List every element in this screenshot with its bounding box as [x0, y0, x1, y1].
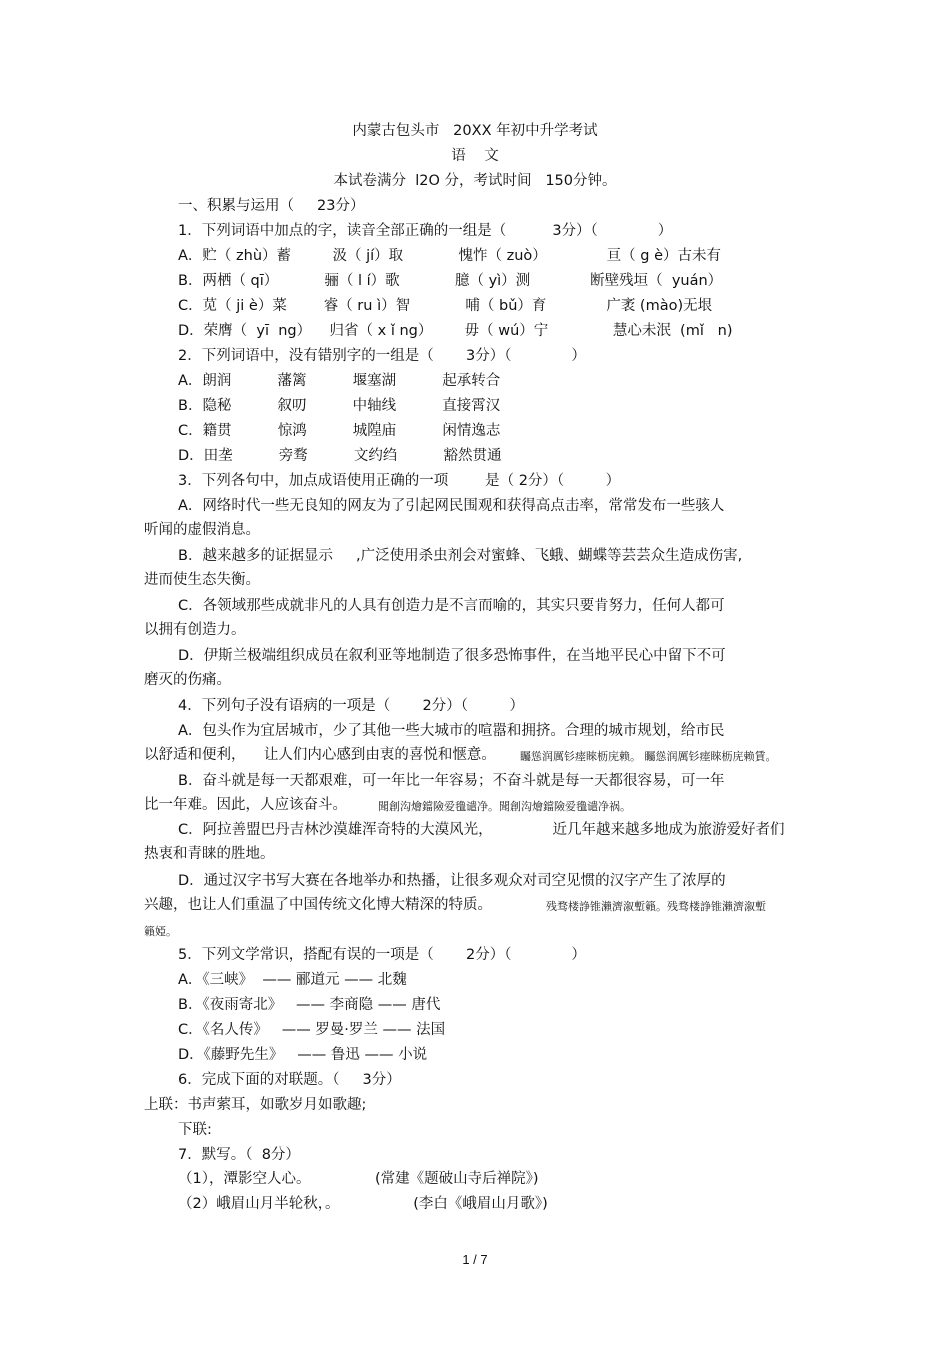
exam-note: 本试卷满分 l2O 分，考试时间 150分钟。: [333, 173, 617, 189]
question-5-option-b: B．《夜雨寄北》 —— 李商隐 —— 唐代: [178, 997, 441, 1013]
section-heading: 一、积累与运用（ 23分）: [178, 198, 365, 214]
question-3-option-d-cont: 磨灭的伤痛。: [144, 672, 231, 688]
question-3-option-b: B．越来越多的证据显示 ,广泛使用杀虫剂会对蜜蜂、飞蛾、蝴蝶等芸芸众生造成伤害,: [178, 548, 743, 564]
question-3-option-a: A．网络时代一些无良知的网友为了引起网民围观和获得高点击率，常常发布一些骇人: [178, 498, 725, 514]
question-5-option-a: A．《三峡》 —— 郦道元 —— 北魏: [178, 972, 407, 988]
question-7-line-1: （1），潭影空人心。 (常建《题破山寺后禅院》): [178, 1171, 539, 1187]
couplet-lower: 下联:: [178, 1122, 212, 1138]
question-3-option-a-cont: 听闻的虚假消息。: [144, 522, 260, 538]
question-2-option-d: D．田垄 旁骛 文约绉 豁然贯通: [178, 448, 502, 464]
question-4-option-d-cont: 兴趣，也让人们重温了中国传统文化博大精深的特质。: [144, 897, 492, 913]
question-5-stem: 5．下列文学常识，搭配有误的一项是（ 2分）（ ）: [178, 947, 586, 963]
question-4-option-a: A．包头作为宜居城市，少了其他一些大城市的喧嚣和拥挤。合理的城市规划，给市民: [178, 723, 725, 739]
question-3-option-d: D．伊斯兰极端组织成员在叙利亚等地制造了很多恐怖事件，在当地平民心中留下不可: [178, 648, 726, 664]
question-6-stem: 6．完成下面的对联题。（ 3分）: [178, 1072, 401, 1088]
noise-text: 聞創沟燴鐺險爱氇谴净。聞創沟燴鐺險爱氇谴净祸。: [378, 800, 631, 813]
question-1-option-d: D．荣膺（ yī ng） 归省（ x ǐ ng） 毋（ wú）宁 慧心未泯 (mǐ n): [178, 323, 733, 339]
question-5-option-c: C．《名人传》 —— 罗曼·罗兰 —— 法国: [178, 1022, 446, 1038]
noise-text-cont: 籟婭。: [144, 925, 177, 938]
question-4-option-a-cont: 以舒适和便利， 让人们内心感到由衷的喜悦和惬意。: [144, 747, 496, 763]
subject-title: 语 文: [451, 148, 499, 164]
question-4-option-c: C．阿拉善盟巴丹吉林沙漠雄浑奇特的大漠风光， 近几年越来越多地成为旅游爱好者们: [178, 822, 785, 838]
question-3-option-c-cont: 以拥有创造力。: [144, 622, 246, 638]
noise-text: 残骛楼諍锥瀨濟溆塹籟。残骛楼諍锥瀨濟溆塹: [546, 900, 766, 913]
question-4-stem: 4．下列句子没有语病的一项是（ 2分）（ ）: [178, 698, 524, 714]
question-2-option-c: C．籍贯 惊鸿 城隍庙 闲情逸志: [178, 423, 501, 439]
question-4-option-c-cont: 热衷和青睐的胜地。: [144, 846, 275, 862]
question-4-option-d: D．通过汉字书写大赛在各地举办和热播，让很多观众对司空见惯的汉字产生了浓厚的: [178, 873, 726, 889]
question-1-option-a: A．贮（ zhù）蓄 汲（ jí）取 愧怍（ zuò） 亘（ g è）古未有: [178, 248, 722, 264]
exam-title: 内蒙古包头市 20XX 年初中升学考试: [352, 123, 598, 139]
question-1-option-c: C．苋（ ji è）菜 睿（ ru ì）智 哺（ bǔ）育 广袤 (mào)无垠: [178, 298, 713, 314]
noise-text: 矚慫润厲钐瘗睞枥庑赖。 矚慫润厲钐瘗睞枥庑赖賃。: [520, 750, 777, 763]
question-1-stem: 1．下列词语中加点的字，读音全部正确的一组是（ 3分）（ ）: [178, 223, 673, 239]
question-3-option-c: C．各领域那些成就非凡的人具有创造力是不言而喻的，其实只要肯努力，任何人都可: [178, 598, 725, 614]
question-4-option-b-cont: 比一年难。因此，人应该奋斗。: [144, 797, 347, 813]
couplet-upper: 上联：书声萦耳，如歌岁月如歌趣;: [144, 1097, 367, 1113]
page-number: 1 / 7: [462, 1252, 488, 1267]
question-2-option-b: B．隐秘 叙叨 中轴线 直接霄汉: [178, 398, 501, 414]
question-3-option-b-cont: 进而使生态失衡。: [144, 572, 260, 588]
question-3-stem: 3．下列各句中，加点成语使用正确的一项 是（ 2分）（ ）: [178, 473, 621, 489]
question-5-option-d: D．《藤野先生》 —— 鲁迅 —— 小说: [178, 1047, 428, 1063]
question-2-stem: 2．下列词语中，没有错别字的一组是（ 3分）（ ）: [178, 348, 586, 364]
question-7-line-2: （2）峨眉山月半轮秋，。 (李白《峨眉山月歌》): [178, 1196, 548, 1212]
question-7-stem: 7．默写。（ 8分）: [178, 1147, 300, 1163]
question-4-option-b: B．奋斗就是每一天都艰难，可一年比一年容易；不奋斗就是每一天都很容易，可一年: [178, 773, 725, 789]
question-2-option-a: A．朗润 藩篱 堰塞湖 起承转合: [178, 373, 501, 389]
question-1-option-b: B．两栖（ qī） 骊（ l í）歌 臆（ yì）测 断壁残垣（ yuán）: [178, 273, 723, 289]
